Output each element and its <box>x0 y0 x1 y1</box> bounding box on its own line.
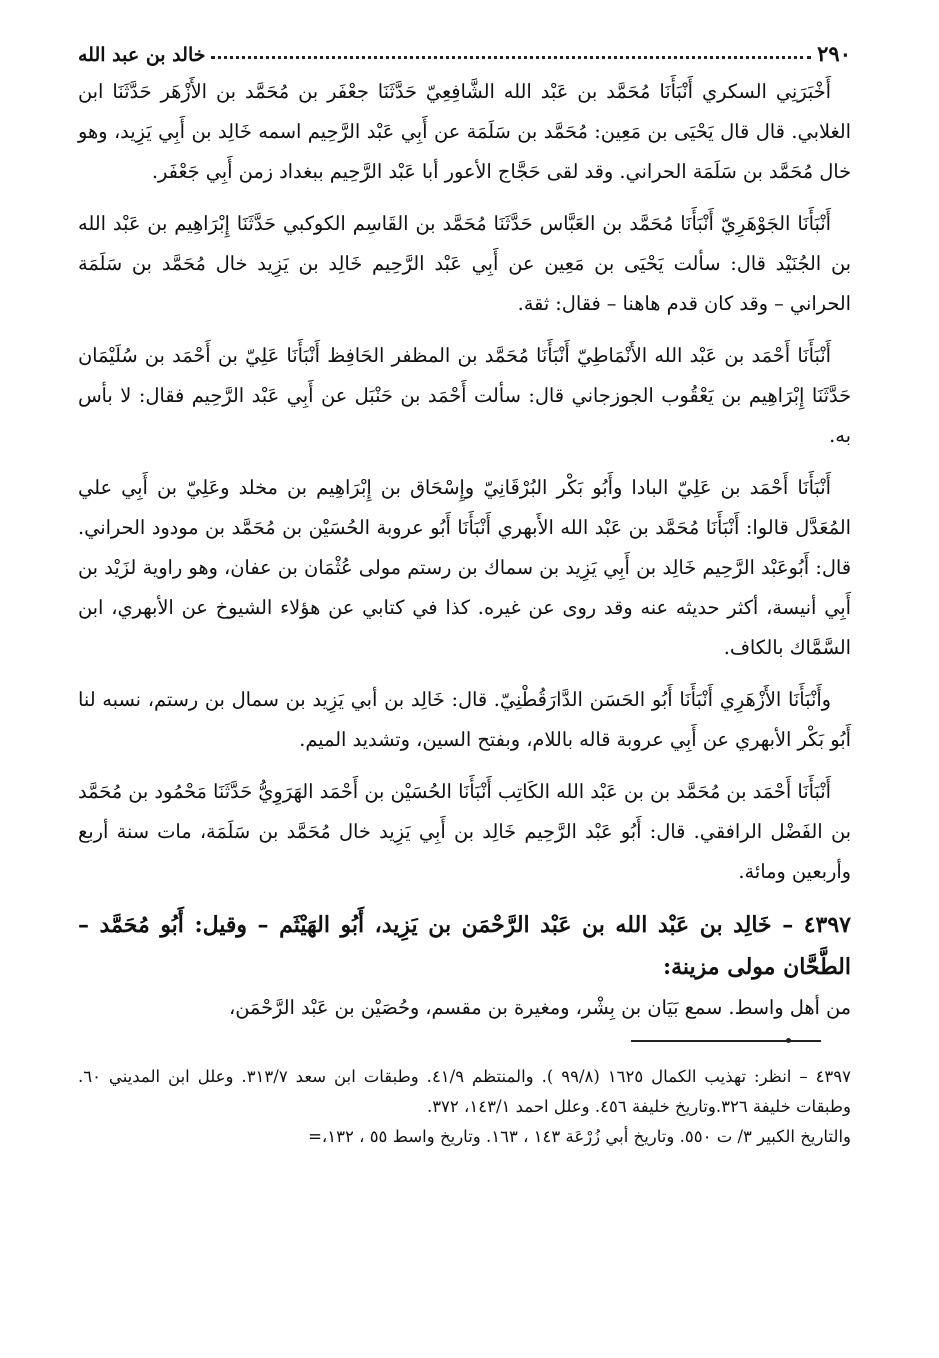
paragraph <box>78 72 851 192</box>
page-header <box>78 32 851 66</box>
paragraph-text: أَنْبَأَنَا أَحْمَد بن عَلِيّ البادا وأَبُو بَكْر البُرْقَانِيّ وإِسْحَاق بن إِبْرَاهِيم بن مخلد وعَلِيّ بن أَبِي علي المُعَدَّل قالوا: أَنْبَأَنَا مُحَمَّد بن عَبْد الله الأَبهري أَنْبَأَنَا أَبُو عروبة الحُسَيْن بن مُحَمَّد بن مودود الحراني. قال: أَبُوعَبْد الرَّحِيم خَالِد بن أَبِي يَزِيد بن سماك بن رستم مولى عُثْمَان بن عفان، وهو راوية لزَيْد بن أَبِي أنيسة، أكثر حديثه عنه وقد روى عن غيره. كذا في كتابي عن هؤلاء الشيوخ عن الأبهري، ابن السَّمَّاك بالكاف. <box>78 476 851 659</box>
paragraph-text: أَنْبَأَنَا أَحْمَد بن مُحَمَّد بن بن عَبْد الله الكَاتِب أَنْبَأَنَا الحُسَيْن بن أَحْمَد الهَرَوِيُّ حَدَّثَنَا مَحْمُود بن مُحَمَّد بن الفَضْل الرافقي. قال: أَبُو عَبْد الرَّحِيم خَالِد بن أَبِي يَزِيد خال مُحَمَّد بن سَلَمَة، مات سنة أربع وأربعين ومائة. <box>78 780 851 883</box>
paragraph-text: وأَنْبَأَنَا الأَزْهَرِي أَنْبَأَنَا أَبُو الحَسَن الدَّارَقُطْنِيّ. قال: خَالِد بن أبي يَزِيد بن سمال بن رستم، نسبه لنا أَبُو بَكْر الأبهري عن أَبِي عروبة قاله باللام، وبفتح السين، وتشديد الميم. <box>78 688 851 751</box>
paragraph <box>78 204 851 324</box>
paragraph <box>78 468 851 668</box>
paragraph-text: أَنْبَأَنَا أَحْمَد بن عَبْد الله الأَنْمَاطِيّ أَنْبَأَنَا مُحَمَّد بن المظفر الحَافِظ أَنْبَأَنَا عَلِيّ بن أَحْمَد بن سُلَيْمَان حَدَّثَنَا إِبْرَاهِيم بن يَعْقُوب الجوزجاني قال: سألت أَحْمَد بن حَنْبَل عن أَبِي عَبْد الرَّحِيم فقال: لا بأس به. <box>78 344 851 447</box>
footnote: ٤٣٩٧ – انظر: تهذيب الكمال ١٦٢٥ (٩٩/٨ ). والمنتظم ٤١/٩. وطبقات ابن سعد ٣١٣/٧. وعلل ابن المديني ٦٠. وطبقات خليفة ٣٢٦.وتاريخ خليفة ٤٥٦. وعلل احمد ١٤٣/١، ٣٧٢. <box>78 1067 852 1116</box>
page-number: ٢٩٠ <box>817 41 851 66</box>
main-text <box>78 72 851 1028</box>
paragraph <box>78 772 851 892</box>
entry-heading: ٤٣٩٧ – خَالِد بن عَبْد الله بن عَبْد الرَّحْمَن بن يَزِيد، أَبُو الهَيْثَم – وقيل: أَبُو مُحَمَّد – الطَّحَّان مولى مزينة: <box>78 912 851 980</box>
paragraph <box>78 680 851 760</box>
footnote: والتاريخ الكبير ٣/ ت ٥٥٠. وتاريخ أبي زُرْعَة ١٤٣ ، ١٦٣. وتاريخ واسط ٥٥ ، ١٣٢،= <box>308 1127 851 1146</box>
paragraph <box>78 336 851 456</box>
footnote-separator <box>631 1040 821 1042</box>
running-title: خالد بن عبد الله <box>78 44 206 66</box>
footnotes <box>78 1062 851 1152</box>
header-dotted-leader <box>211 56 811 59</box>
entry-text: من أهل واسط. سمع بَيَان بن بِشْر، ومغيرة بن مقسم، وحُصَيْن بن عَبْد الرَّحْمَن، <box>229 996 851 1019</box>
paragraph-text: أَخْبَرَنِي السكري أَنْبَأَنَا مُحَمَّد بن عَبْد الله الشَّافِعِيّ حَدَّثَنَا جعْفَر بن مُحَمَّد بن الأَزْهَر حَدَّثَنَا ابن الغلابي. قال قال يَحْيَى بن مَعِين: مُحَمَّد بن سَلَمَة عن أَبِي عَبْد الرَّحِيم اسمه خَالِد بن أَبِي يَزِيد، وهو خال مُحَمَّد بن سَلَمَة الحراني. وقد لقى حَجَّاج الأعور أبا عَبْد الرَّحِيم ببغداد زمن أَبِي جَعْفَر. <box>78 80 851 183</box>
paragraph-text: أَنْبَأَنَا الجَوْهَرِيّ أَنْبَأَنَا مُحَمَّد بن العَبَّاس حَدَّثَنَا مُحَمَّد بن القَاسِم الكوكبي حَدَّثَنَا إِبْرَاهِيم بن عَبْد الله بن الجُنَيْد قال: سألت يَحْيَى بن مَعِين عن أَبِي عَبْد الرَّحِيم خَالِد بن يَزِيد خال مُحَمَّد بن سَلَمَة الحراني – وقد كان قدم هاهنا – فقال: ثقة. <box>78 212 851 315</box>
